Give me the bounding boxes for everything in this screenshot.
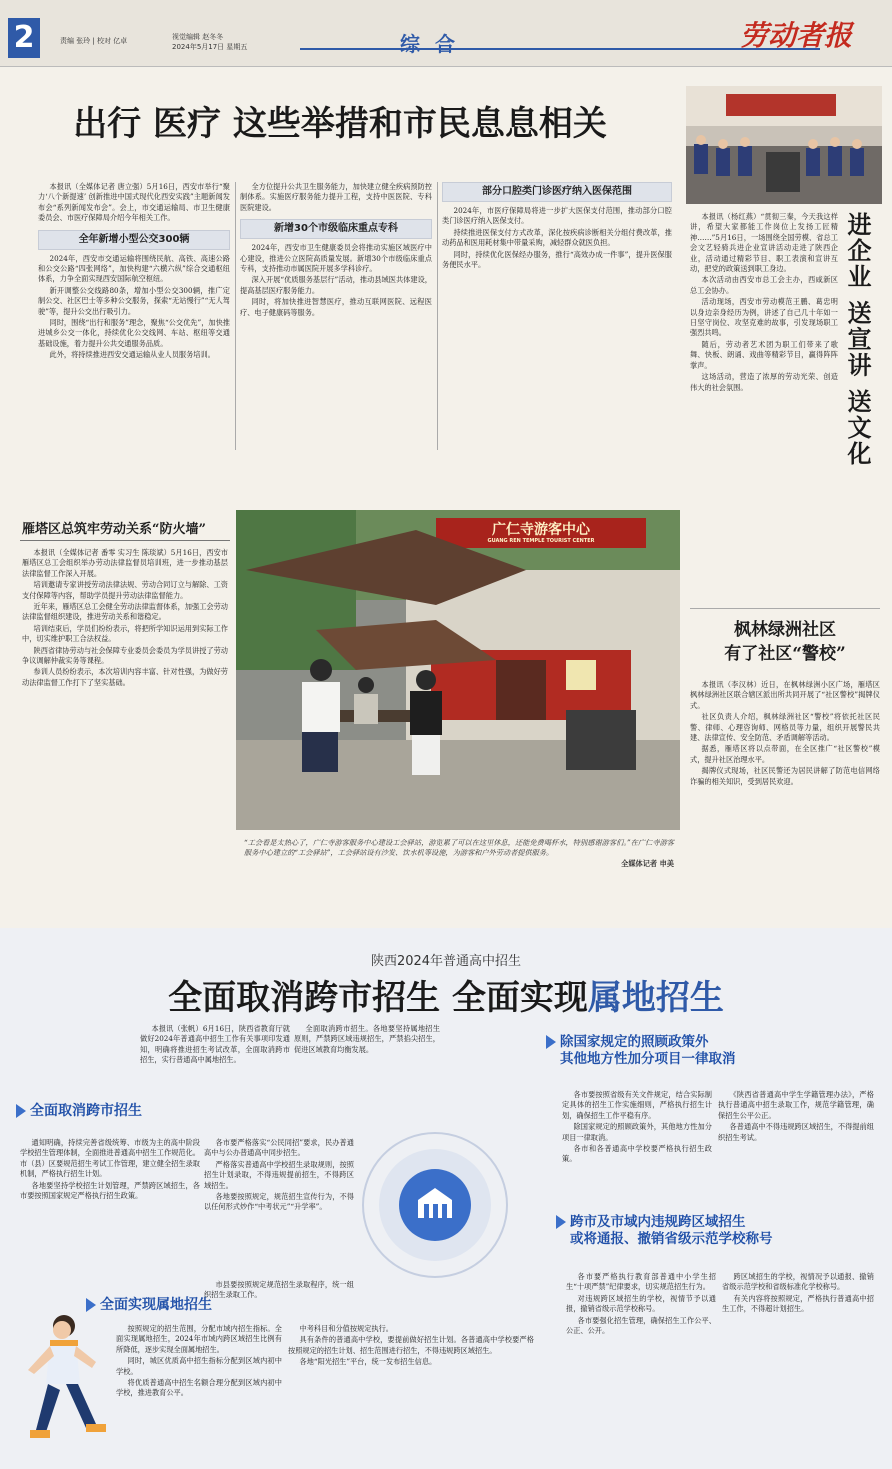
- visual-name: 赵冬冬: [202, 33, 224, 41]
- paragraph: 持续推进医保支付方式改革，深化按疾病诊断相关分组付费改革，推动药品和医用耗材集中带量采购，减轻群众就医负担。: [442, 227, 672, 248]
- education-title: [0, 970, 892, 1019]
- paragraph: 《陕西省普通高中学生学籍管理办法》，严格执行普通高中招生录取工作，规范学籍管理，确保招生公平公正。: [718, 1090, 874, 1120]
- paragraph: [20, 1290, 21, 1291]
- labor-story-body: [22, 548, 228, 910]
- paragraph: 这场活动，营造了浓厚的劳动光荣、创造伟大的社会氛围。: [690, 372, 838, 392]
- paragraph: 培训结束后，学员们纷纷表示，将把所学知识运用到实际工作中，切实维护职工合法权益。: [22, 623, 228, 644]
- school-emblem-icon: [360, 1130, 510, 1280]
- paragraph: 各普通高中不得违规跨区域招生，不得提前组织招生考试。: [718, 1122, 874, 1142]
- paragraph: 社区负责人介绍，枫林绿洲社区“警校”将依托社区民警、律师、心理咨询师、网格员等力量，组织开展警民共建、法律宣传、安全防范、矛盾调解等活动。: [690, 712, 880, 743]
- section-heading-bus: 全年新增小型公交300辆: [38, 230, 230, 250]
- right-story1: [690, 212, 838, 604]
- tourist-center-sign: [441, 522, 641, 545]
- paragraph: 此外，将持续推进西安交通运输从业人员服务培训。: [49, 350, 215, 360]
- editor-label: 责编: [60, 37, 74, 45]
- paragraph: 本次活动由西安市总工会主办，西咸新区总工会协办。: [690, 275, 838, 295]
- divider: [20, 540, 230, 541]
- visual-credit: [172, 32, 312, 52]
- community-title: [690, 618, 880, 666]
- section-heading-medical: 新增30个市级临床重点专科: [240, 219, 432, 239]
- right-story2: [690, 680, 880, 910]
- education-lead: [140, 1024, 290, 1090]
- education-col6: [116, 1324, 282, 1464]
- top-story-lead: 本报讯（全媒体记者 唐立强）5月16日，西安市举行“聚力‘八个新提速’ 创新推进中国式现代化西安实践”主题新闻发布会“系列新闻发布会”。会上，市交通运输局、市卫生健康委员会、市医疗保障局介绍今年相关工作。: [38, 182, 230, 223]
- sign-text: 广仁寺游客中心: [492, 522, 590, 538]
- tourist-center-photo: [236, 510, 680, 830]
- paragraph: 各市和各普通高中学校要严格执行招生政策。: [562, 1144, 712, 1164]
- paragraph: 深入开展“优质服务基层行”活动，推动县域医共体建设，提高基层医疗服务能力。: [240, 275, 432, 295]
- paragraph: 全面取消跨市招生。各地要坚持属地招生原则，严禁跨区域违规招生，严禁掐尖招生，促进区域教育均衡发展。: [294, 1024, 440, 1054]
- paragraph: 新开调整公交线路80条，增加小型公交300辆，推广定制公交、社区巴士等多种公交服务，探索“无站慢行”“无人驾驶”等，提升公交出行吸引力。: [38, 285, 230, 316]
- paragraph: 市县要按照规定规范招生录取程序，统一组织招生录取工作。: [204, 1280, 354, 1300]
- top-story-col3: [442, 182, 672, 450]
- paragraph: 揭牌仪式现场，社区民警还为居民讲解了防范电信网络诈骗的相关知识，受到居民欢迎。: [690, 766, 880, 786]
- paragraph: 各市要严格执行教育部普通中小学生招生“十项严禁”纪律要求，切实规范招生行为。: [566, 1272, 716, 1292]
- paragraph: 将优质普通高中招生名额合理分配到区域内初中学校，推进教育公平。: [116, 1378, 282, 1398]
- paragraph: 中考科目和分值按规定执行。: [299, 1324, 393, 1333]
- community-title-line2: 有了社区“警校”: [724, 644, 846, 664]
- education-kicker: 陕西2024年普通高中招生: [370, 954, 522, 969]
- paper-logo: 劳动者报: [740, 19, 853, 52]
- tourist-center-art: [236, 510, 680, 830]
- paragraph: 各市要严格落实“公民同招”要求，民办普通高中与公办普通高中同步招生。: [204, 1138, 354, 1158]
- heading-bonus-line2: 其他地方性加分项目一律取消: [560, 1051, 736, 1067]
- column-divider: [437, 182, 438, 450]
- issue-date: 2024年5月17日 星期五: [172, 43, 248, 51]
- runner-icon: [6, 1300, 116, 1465]
- paragraph: 随后，劳动者艺术团为职工们带来了歌舞、快板、朗诵、戏曲等精彩节目，赢得阵阵掌声。: [690, 339, 838, 370]
- paragraph: 参训人员纷纷表示，本次培训内容丰富、针对性强，为做好劳动法律监督工作打下了坚实基础。: [22, 667, 228, 687]
- education-title-part2: 属地招生: [587, 978, 724, 1018]
- heading-text: 全面取消跨市招生: [30, 1103, 142, 1119]
- section-heading-insurance: 部分口腔类门诊医疗纳入医保范围: [442, 182, 672, 202]
- paragraph: 陕西省律协劳动与社会保障专业委员会委员为学员讲授了劳动争议调解仲裁实务等课程。: [22, 645, 228, 666]
- school-emblem: [360, 1130, 510, 1280]
- paragraph: 具有条件的普通高中学校，要提前做好招生计划。各普通高中学校要严格按照规定的招生计划、招生范围进行招生，不得违规跨区域招生。: [288, 1335, 534, 1355]
- paragraph: 各地要坚持学校招生计划管理，严禁跨区域招生，各市要按照国家规定严格执行招生政策。: [20, 1180, 200, 1201]
- education-col4: [718, 1090, 874, 1200]
- triangle-icon: [556, 1215, 566, 1229]
- paragraph: 本报讯（张帆）6月16日，陕西省教育厅就做好2024年普通高中招生工作有关事项印发通知，明确将推进招生考试改革，全面取消跨市招生，实行普通高中属地招生。: [140, 1024, 290, 1065]
- sign-subtext: GUANG REN TEMPLE TOURIST CENTER: [487, 538, 595, 544]
- heading-violation-line1: [556, 1214, 876, 1231]
- education-heading-bonus: [546, 1034, 866, 1068]
- triangle-icon: [546, 1035, 556, 1049]
- education-title-part1: 全面取消跨市招生 全面实现: [168, 978, 588, 1018]
- education-col5: [204, 1280, 354, 1300]
- paragraph: 近年来，雁塔区总工会健全劳动法律监督体系，加强工会劳动法律监督组织建设，推进劳动关系和谐稳定。: [22, 602, 228, 622]
- top-story-title: 出行 医疗 这些举措和市民息息相关: [73, 104, 607, 144]
- top-story-col2: [240, 182, 432, 450]
- paragraph: 除国家规定的照顾政策外，其他地方性加分项目一律取消。: [562, 1122, 712, 1142]
- heading-text: 跨市及市域内违规跨区域招生: [570, 1214, 746, 1230]
- labor-story-title: 雁塔区总筑牢劳动关系“防火墙”: [22, 522, 206, 537]
- heading-text: 除国家规定的照顾政策外: [560, 1034, 709, 1050]
- education-heading-violation: [556, 1214, 876, 1248]
- paragraph: 同时，持续优化医保经办服务，推行“高效办成一件事”，提升医保服务便民水平。: [442, 249, 672, 270]
- meeting-photo-art: [686, 86, 882, 204]
- visual-label: 视觉编辑: [172, 33, 200, 41]
- education-col1: [20, 1138, 200, 1288]
- heading-bonus-line1: [546, 1034, 866, 1051]
- masthead: [0, 0, 892, 67]
- meeting-photo: [686, 86, 882, 204]
- paragraph: 各市要强化招生管理，确保招生工作公平、公正、公开。: [566, 1315, 716, 1336]
- community-title-line1: 枫林绿洲社区: [734, 620, 836, 640]
- paragraph: 据悉，雁塔区将以点带面，在全区推广“社区警校”模式，提升社区治理水平。: [690, 744, 880, 764]
- education-col7: [288, 1324, 534, 1464]
- caption-text: “工会看是太热心了，广仁寺游客服务中心建设工会驿站，游览累了可以在这里休息，还能免费喝杯水，特别感谢游客们。”在广仁寺游客服务中心建立的“工会驿站”，工会驿站设有沙发、饮水机等设施，为游客和户外劳动者提供服务。: [244, 838, 674, 858]
- paragraph: 按照规定的招生范围，分配市域内招生指标。全面实现属地招生，2024年市域内跨区域招生比例有所降低，逐步实现全面属地招生。: [116, 1324, 282, 1354]
- education-col3: [562, 1090, 712, 1200]
- heading-text: 全面实现属地招生: [100, 1297, 212, 1313]
- paragraph: 对违规跨区域招生的学校，视情节予以通报，撤销省级示范学校称号。: [566, 1293, 716, 1314]
- heading-violation-line2: 或将通报、撤销省级示范学校称号: [570, 1231, 773, 1247]
- paragraph: 各市要按照省级有关文件规定，结合实际制定具体的招生工作实施细则，严格执行招生计划，确保招生工作平稳有序。: [562, 1090, 712, 1120]
- paragraph: 全方位提升公共卫生服务能力，加快建立健全疾病预防控制体系。实施医疗服务能力提升工程，支持中医医院、专科医院建设。: [240, 182, 432, 212]
- paragraph: 活动现场，西安市劳动模范王鹏、葛忠明以身边亲身经历为例，讲述了自己几十年如一日坚守岗位、攻坚克难的故事，引发现场职工强烈共鸣。: [690, 297, 838, 338]
- column-divider: [235, 182, 236, 450]
- education-lead2: [294, 1024, 440, 1090]
- paragraph: 各地要按照规定，规范招生宣传行为，不得以任何形式炒作“中考状元”“升学率”。: [204, 1192, 354, 1212]
- paragraph: 培训邀请专家讲授劳动法律法规、劳动合同订立与解除、工资支付保障等内容，帮助学员提升劳动法律监督能力。: [22, 580, 228, 600]
- paragraph: 有关内容将按照规定，严格执行普通高中招生工作，不得超计划招生。: [722, 1293, 874, 1314]
- paragraph: 本报讯（杨红燕）“贯彻三秦，今天我这样讲，希望大家都能工作岗位上发扬工匠精神……”5月16日，一场围绕全国劳模、省总工会文艺轻骑兵进企业宣讲活动走进了陕西企业，活动通过精彩节目、职工表演和宣讲互动，把党的政策送到职工身边。: [690, 212, 838, 274]
- editor-credit: [60, 36, 170, 46]
- paragraph: 同时，城区优质高中招生指标分配到区域内初中学校。: [116, 1356, 282, 1376]
- paragraph: 同时，将加快推进智慧医疗，推动互联网医院、远程医疗、电子健康码等服务。: [240, 297, 432, 317]
- paragraph: 2024年，市医疗保障局将进一步扩大医保支付范围，推动部分口腔类门诊医疗纳入医保支付。: [442, 206, 672, 226]
- runner-illustration: [6, 1300, 116, 1465]
- paragraph: 通知明确，持续完善省级统筹、市级为主的高中阶段学校招生管理体制，全面推进普通高中招生工作规范化。市（县）区要规范招生考试工作管理，建立健全招生录取机制，严格执行招生计划。: [20, 1138, 200, 1179]
- paragraph: 本报讯（李汉林）近日，在枫林绿洲小区广场，雁塔区枫林绿洲社区联合辖区派出所共同开展了“社区警校”揭牌仪式。: [690, 680, 880, 710]
- divider: [690, 608, 880, 609]
- paragraph: 严格落实普通高中学校招生录取规则，按照招生计划录取，不得违规提前招生，不得跨区域招生。: [204, 1159, 354, 1190]
- section-name: 综 合: [400, 32, 459, 56]
- paragraph: 2024年，西安市交通运输将围绕民航、高铁、高速公路和公交公路“四张网络”，加快构建“六横六纵”综合交通枢纽体系，力争全面实现西安国际航空枢纽。: [38, 253, 230, 284]
- paragraph: 同时，围绕“出行和服务”理念，聚焦“公交优先”，加快推进城乡公交一体化，持续优化公交线网、车站、枢纽等交通基础设施，着力提升公共交通服务品质。: [38, 318, 230, 348]
- education-col2: [204, 1138, 354, 1278]
- photo-credit: 全媒体记者 申美: [621, 858, 674, 868]
- education-col8: [566, 1272, 716, 1464]
- triangle-icon: [16, 1104, 26, 1118]
- top-story-col1: [38, 182, 230, 450]
- education-col9: [722, 1272, 874, 1464]
- paragraph: 各地“阳光招生”平台，统一发布招生信息。: [299, 1357, 437, 1367]
- paragraph: 本报讯（全媒体记者 番零 实习生 陈琰斌）5月16日，西安市雁塔区总工会组织举办劳动法律监督员培训班，进一步推动基层法律监督工作深入开展。: [22, 548, 228, 578]
- editor-name: 张玲 | 校对 亿卓: [76, 37, 128, 45]
- education-heading-cross-city: [16, 1102, 256, 1120]
- vertical-headline: 进企业 送宣讲 送文化: [843, 212, 872, 467]
- photo-caption: [244, 838, 674, 906]
- page-number: 2: [8, 18, 40, 58]
- paragraph: 2024年，西安市卫生健康委员会将推动实施区域医疗中心建设，推进公立医院高质量发展。新增30个市级临床重点专科，支持推动市属医院开展多学科诊疗。: [240, 243, 432, 274]
- paragraph: 跨区域招生的学校，视情况予以通报、撤销省级示范学校和省级标准化学校称号。: [722, 1272, 874, 1292]
